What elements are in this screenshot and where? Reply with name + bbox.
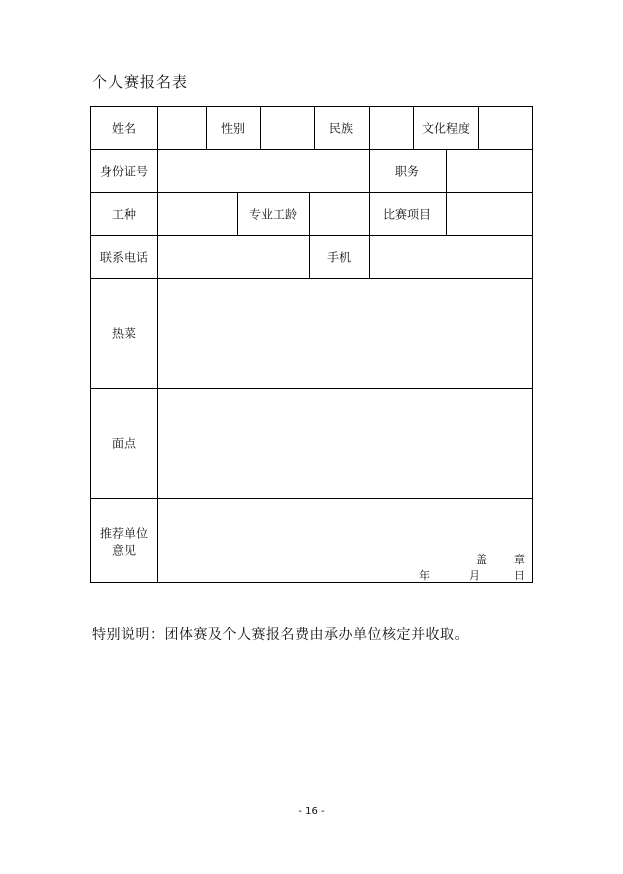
competition-item-field[interactable] <box>447 193 532 235</box>
label-job-type: 工种 <box>111 207 137 222</box>
stamp-char: 章 <box>514 553 525 566</box>
col-divider <box>237 192 238 235</box>
label-phone: 联系电话 <box>99 250 149 265</box>
col-divider <box>413 106 414 149</box>
education-field[interactable] <box>479 107 532 149</box>
label-position: 职务 <box>394 164 420 179</box>
month-char: 月 <box>469 569 480 582</box>
col-divider <box>309 235 310 278</box>
job-type-field[interactable] <box>158 193 237 235</box>
label-recommender-line2: 意见 <box>111 543 137 558</box>
label-ethnicity: 民族 <box>328 121 354 136</box>
label-recommender-line1: 推荐单位 <box>99 526 149 541</box>
col-divider <box>369 149 370 192</box>
special-note: 特别说明：团体赛及个人赛报名费由承办单位核定并收取。 <box>92 627 469 643</box>
label-mobile: 手机 <box>326 250 352 265</box>
year-char: 年 <box>419 569 430 582</box>
label-name: 姓名 <box>111 121 137 136</box>
form-title: 个人赛报名表 <box>92 73 189 91</box>
label-hot-dish: 热菜 <box>111 326 137 341</box>
table-border-right <box>532 106 533 583</box>
seal-char: 盖 <box>476 553 487 566</box>
name-field[interactable] <box>158 107 206 149</box>
label-id-number: 身份证号 <box>99 164 149 179</box>
phone-field[interactable] <box>158 236 309 278</box>
pastry-field[interactable] <box>158 389 532 498</box>
hot-dish-field[interactable] <box>158 279 532 388</box>
id-number-field[interactable] <box>158 150 369 192</box>
mobile-field[interactable] <box>370 236 532 278</box>
page-number: - 16 - <box>298 806 325 817</box>
label-gender: 性别 <box>220 121 246 136</box>
label-education: 文化程度 <box>421 121 471 136</box>
label-pastry: 面点 <box>111 436 137 451</box>
col-divider <box>314 106 315 149</box>
table-border-left <box>90 106 91 583</box>
gender-field[interactable] <box>261 107 314 149</box>
ethnicity-field[interactable] <box>370 107 413 149</box>
work-years-field[interactable] <box>310 193 369 235</box>
day-char: 日 <box>514 569 525 582</box>
position-field[interactable] <box>447 150 532 192</box>
col-divider <box>369 192 370 235</box>
col-divider <box>206 106 207 149</box>
label-competition-item: 比赛项目 <box>382 207 432 222</box>
label-work-years: 专业工龄 <box>248 207 298 222</box>
